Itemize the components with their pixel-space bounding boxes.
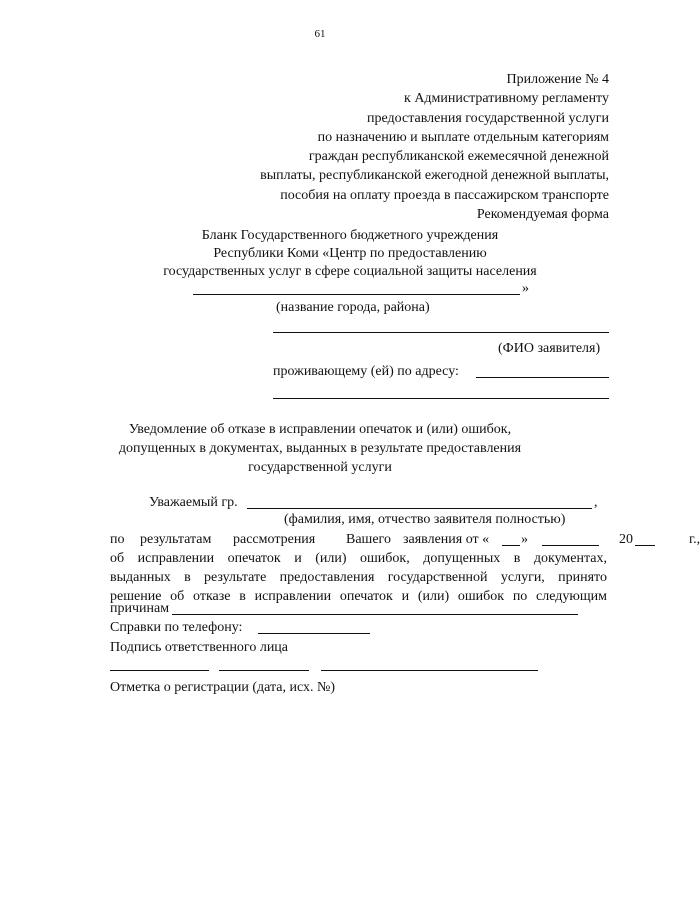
body-word: по (110, 532, 125, 547)
body-line-3: выданных в результате предоставления государственной услуги, принято (110, 570, 607, 585)
appendix-line: выплаты, республиканской ежегодной денежной выплаты, (260, 168, 609, 184)
salutation-comma: , (594, 495, 598, 510)
address-blank-2[interactable] (273, 398, 609, 399)
signature-label: Подпись ответственного лица (110, 640, 289, 655)
appendix-line: по назначению и выплате отдельным категориям (317, 129, 609, 145)
page-number: 61 (314, 28, 326, 40)
agency-block (120, 227, 580, 281)
appendix-line: граждан республиканской ежемесячной денежной (308, 149, 609, 165)
date-year-blank[interactable] (635, 532, 655, 546)
applicant-fio-blank[interactable] (273, 332, 609, 333)
reasons-label: причинам (110, 601, 170, 616)
date-day-blank[interactable] (502, 532, 520, 546)
agency-closing-quote: » (522, 281, 529, 296)
reasons-blank[interactable] (172, 614, 578, 615)
body-word: » (521, 532, 528, 547)
address-label: проживающему (ей) по адресу: (273, 364, 459, 379)
body-word: заявления от « (403, 532, 490, 547)
city-caption: (название города, района) (276, 300, 430, 315)
fio-caption: (ФИО заявителя) (498, 341, 601, 356)
phone-label: Справки по телефону: (110, 620, 243, 635)
agency-line: Республики Коми «Центр по предоставлению (213, 246, 487, 261)
date-month-blank[interactable] (542, 532, 599, 546)
notice-title: Уведомление об отказе в исправлении опечаток и (или) ошибок, допущенных в документах, выданных в результате предоставления государственной услуги (118, 422, 522, 475)
agency-line: Бланк Государственного бюджетного учреждения (201, 228, 499, 243)
name-caption: (фамилия, имя, отчество заявителя полностью) (284, 512, 566, 527)
body-word: рассмотрения (233, 532, 316, 547)
signature-blank-3[interactable] (321, 670, 538, 671)
appendix-line: Приложение № 4 (506, 72, 609, 87)
applicant-name-blank[interactable] (247, 508, 592, 509)
body-line-2: об исправлении опечаток и (или) ошибок, допущенных в документах, (110, 551, 607, 566)
appendix-header (260, 70, 609, 224)
signature-blank-2[interactable] (219, 670, 309, 671)
appendix-line: пособия на оплату проезда в пассажирском транспорте (280, 187, 609, 203)
signature-blank-1[interactable] (110, 670, 209, 671)
address-blank-1[interactable] (476, 377, 609, 378)
appendix-line: предоставления государственной услуги (367, 110, 609, 126)
body-word: г., (689, 532, 700, 547)
body-line-4: решение об отказе в исправлении опечаток и (или) ошибок по следующим (110, 589, 607, 604)
body-word: 20 (619, 532, 633, 547)
appendix-line: к Административному регламенту (404, 91, 609, 107)
salutation: Уважаемый гр. (149, 495, 238, 510)
registration-label: Отметка о регистрации (дата, исх. №) (110, 680, 336, 695)
agency-name-blank[interactable] (193, 294, 520, 295)
body-word: Вашего (346, 532, 391, 547)
phone-blank[interactable] (258, 633, 370, 634)
agency-line: государственных услуг в сфере социальной защиты населения (163, 264, 537, 279)
form-type-label: Рекомендуемая форма (476, 207, 609, 223)
body-word: результатам (140, 532, 212, 547)
